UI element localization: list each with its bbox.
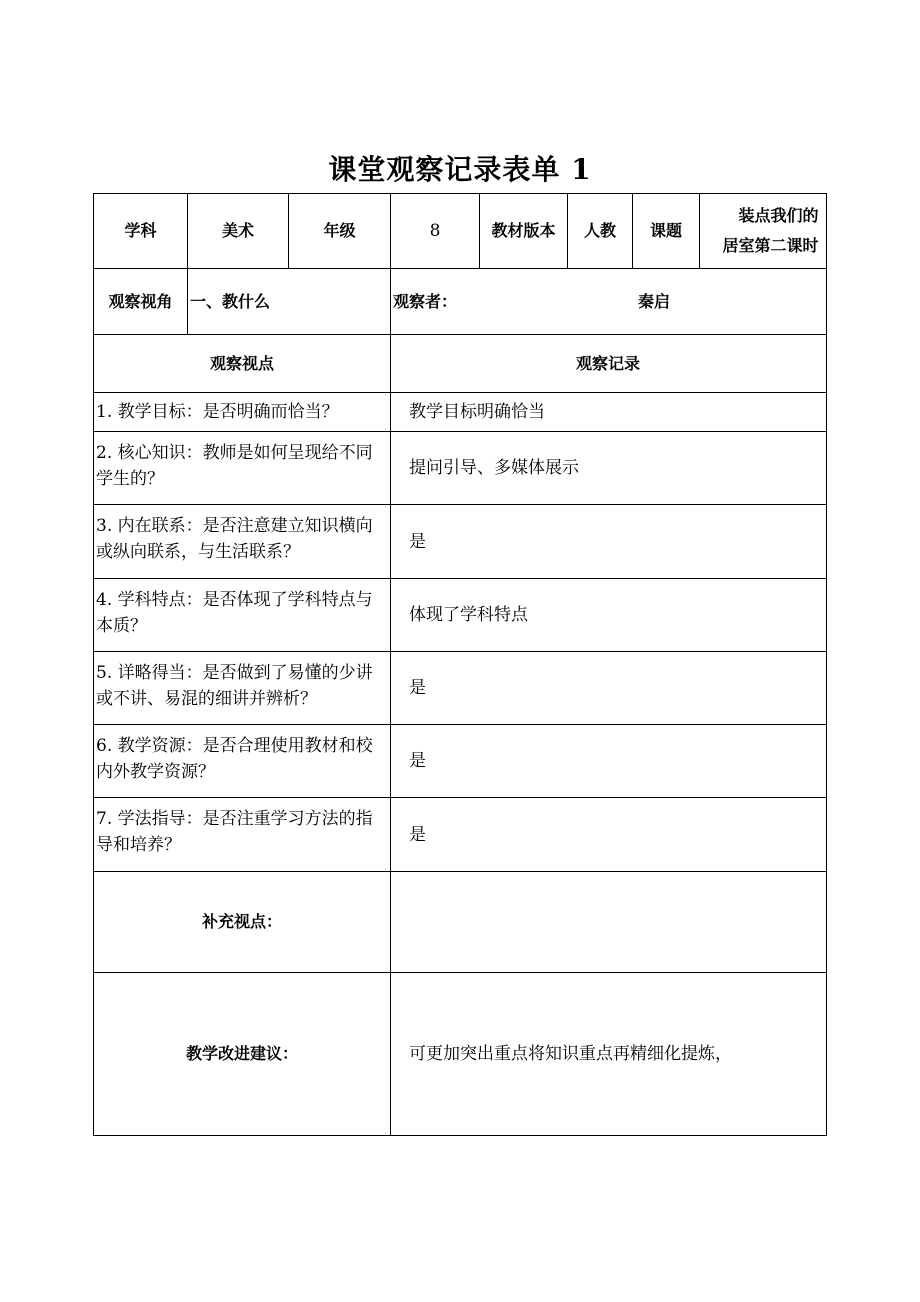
- point-line-1: 2. 核心知识：教师是如何呈现给不同: [96, 443, 373, 463]
- table-row: [94, 392, 826, 431]
- observation-point: 1. 教学目标：是否明确而恰当？: [96, 402, 339, 422]
- suggestion-value: 可更加突出重点将知识重点再精细化提炼，: [390, 973, 825, 1135]
- edition-value: 人教: [567, 194, 632, 268]
- point-column-header: 观察视点: [209, 353, 274, 373]
- point-line-2: 学生的？: [96, 469, 164, 489]
- table-row: [94, 431, 826, 504]
- suggestion-label: 教学改进建议：: [185, 1044, 298, 1063]
- point-line-1: 3. 内在联系：是否注意建立知识横向: [96, 516, 373, 536]
- column-header-row: [94, 334, 826, 392]
- observation-point: [94, 798, 390, 871]
- perspective-label: 观察视角: [108, 291, 173, 311]
- point-line-2: 内外教学资源？: [96, 762, 215, 782]
- point-line-2: 本质？: [96, 616, 147, 636]
- observation-record: 是: [390, 505, 825, 578]
- header-row: [94, 194, 826, 268]
- point-line-1: 5. 详略得当：是否做到了易懂的少讲: [96, 663, 373, 683]
- observation-record: 体现了学科特点: [390, 579, 825, 651]
- point-line-2: 或纵向联系，与生活联系？: [96, 542, 300, 562]
- point-line-1: 6. 教学资源：是否合理使用教材和校: [96, 736, 373, 756]
- observation-point: [94, 432, 390, 504]
- observation-form: [93, 193, 827, 1136]
- table-row: [94, 504, 826, 578]
- table-row: [94, 724, 826, 797]
- observation-point: [94, 505, 390, 578]
- observation-point: [94, 652, 390, 724]
- page-title: 课堂观察记录表单 1: [328, 153, 592, 186]
- grade-value: 8: [390, 194, 479, 268]
- point-line-1: 7. 学法指导：是否注重学习方法的指: [96, 809, 373, 829]
- subject-label: 学科: [124, 221, 157, 240]
- point-line-1: 4. 学科特点：是否体现了学科特点与: [96, 590, 373, 610]
- observation-point: [94, 725, 390, 797]
- topic-line-1: 装点我们的: [738, 206, 819, 225]
- observation-record: 教学目标明确恰当: [390, 393, 825, 431]
- record-column-header: 观察记录: [390, 335, 825, 392]
- subject-value: 美术: [187, 194, 288, 268]
- observer-value: 秦启: [637, 291, 670, 311]
- supplement-row: [94, 871, 826, 972]
- point-line-2: 或不讲、易混的细讲并辨析？: [96, 689, 317, 709]
- edition-label: 教材版本: [479, 194, 567, 268]
- supplement-label: 补充视点：: [201, 912, 282, 931]
- point-line-2: 导和培养？: [96, 835, 181, 855]
- observation-record: 是: [390, 725, 825, 797]
- observation-record: 提问引导、多媒体展示: [390, 432, 825, 504]
- observation-point: [94, 579, 390, 651]
- suggestion-row: [94, 972, 826, 1135]
- supplement-value: [390, 872, 825, 972]
- table-row: [94, 651, 826, 724]
- perspective-value: 一、教什么: [187, 269, 390, 334]
- observation-record: 是: [390, 652, 825, 724]
- topic-label: 课题: [632, 194, 699, 268]
- grade-label: 年级: [288, 194, 390, 268]
- topic-line-2: 居室第二课时: [722, 236, 819, 255]
- observer-row: [94, 268, 826, 334]
- observation-record: 是: [390, 798, 825, 871]
- topic-value: [699, 194, 825, 268]
- table-row: [94, 797, 826, 871]
- observer-label: 观察者：: [390, 269, 530, 334]
- table-row: [94, 578, 826, 651]
